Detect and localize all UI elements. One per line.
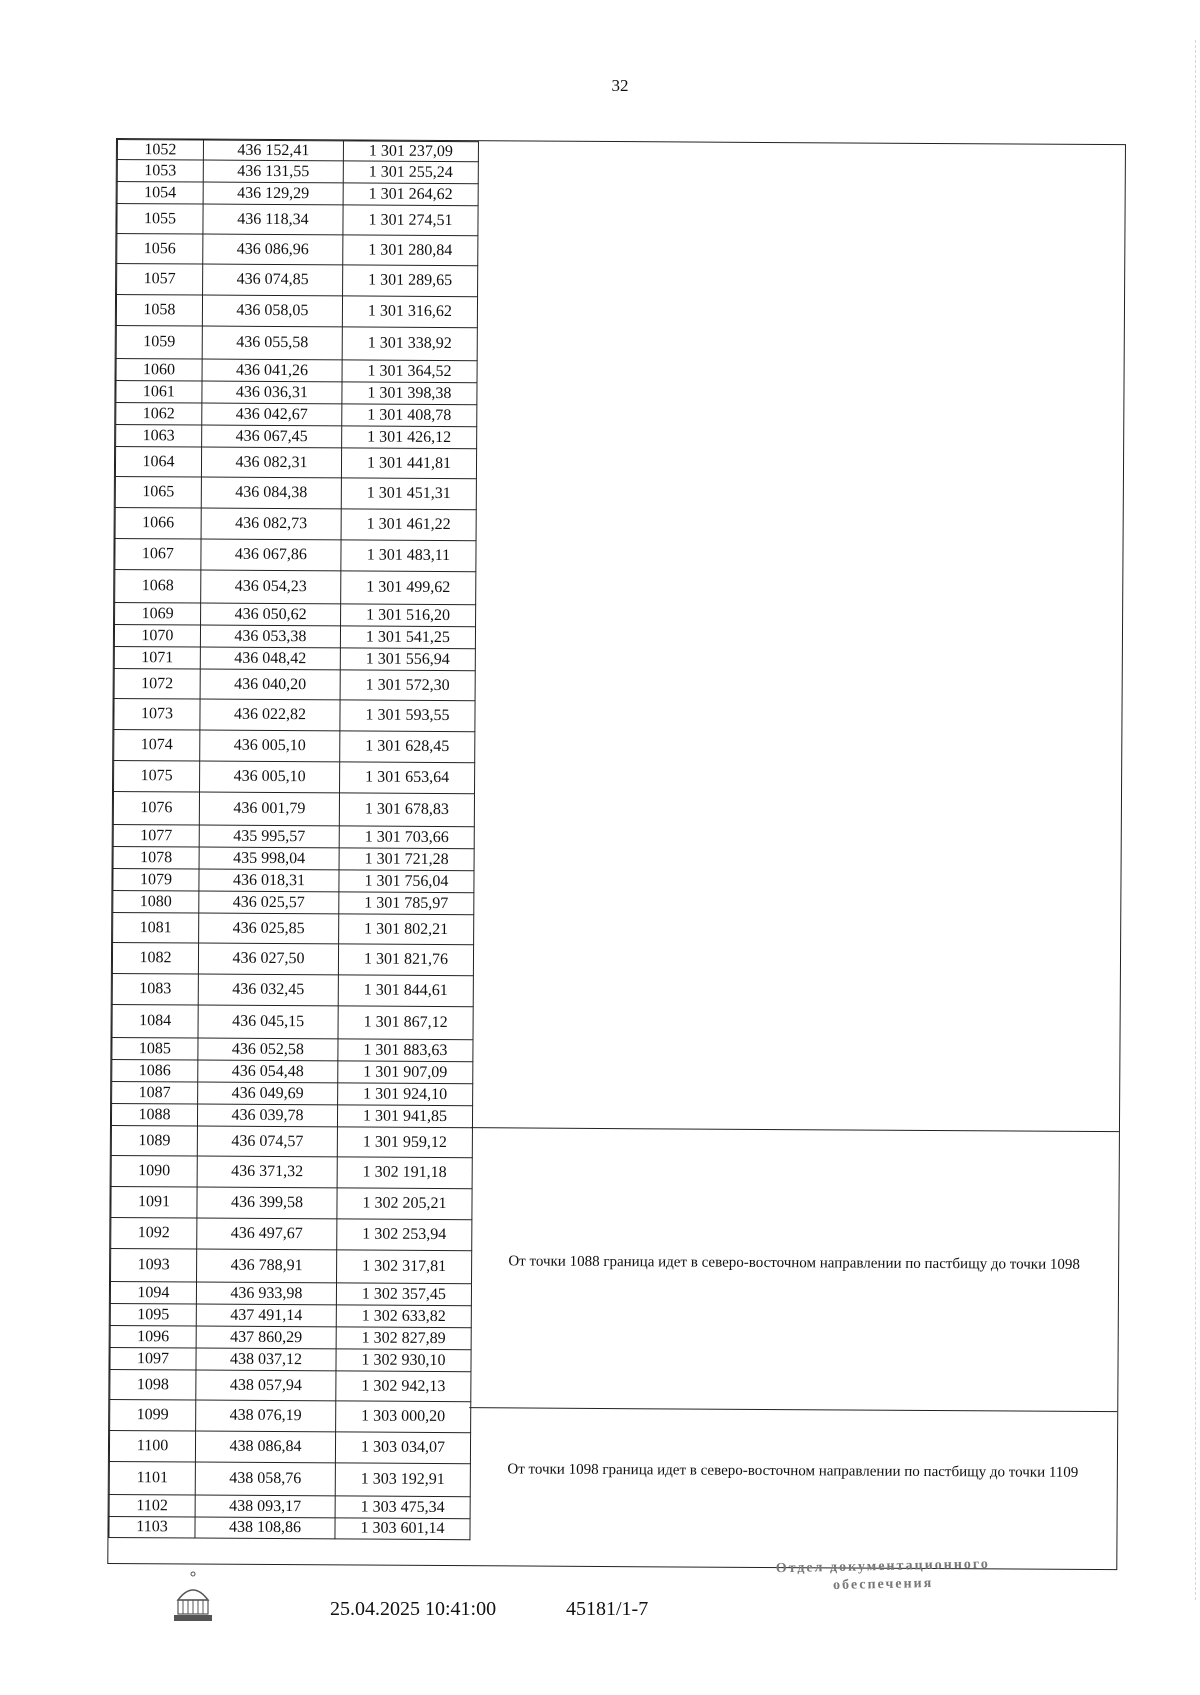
- table-row: [116, 295, 477, 328]
- y-coordinate-cell: 1 301 867,12: [338, 1006, 473, 1040]
- table-row: [109, 1494, 470, 1518]
- point-number-cell: 1098: [110, 1369, 196, 1400]
- x-coordinate-cell: 435 995,57: [199, 825, 339, 848]
- y-coordinate-cell: 1 302 317,81: [337, 1250, 472, 1284]
- table-row: [115, 539, 476, 572]
- y-coordinate-cell: 1 301 785,97: [339, 892, 474, 915]
- y-coordinate-cell: 1 303 034,07: [335, 1432, 470, 1464]
- table-row: [111, 1186, 472, 1219]
- point-number-cell: 1090: [111, 1155, 197, 1187]
- point-number-cell: 1082: [112, 942, 198, 974]
- table-row: [114, 698, 475, 731]
- y-coordinate-cell: 1 301 541,25: [340, 626, 475, 649]
- point-number-cell: 1058: [116, 295, 202, 327]
- point-number-cell: 1092: [111, 1217, 197, 1249]
- y-coordinate-cell: 1 301 721,28: [339, 848, 474, 871]
- point-number-cell: 1077: [113, 824, 199, 847]
- table-row: [115, 477, 476, 510]
- x-coordinate-cell: 436 399,58: [197, 1187, 337, 1219]
- table-row: [110, 1325, 471, 1349]
- table-row: [114, 625, 475, 649]
- emblem-icon: [168, 1570, 218, 1626]
- x-coordinate-cell: 436 086,96: [203, 234, 343, 265]
- table-row: [110, 1347, 471, 1371]
- y-coordinate-cell: 1 301 280,84: [343, 235, 478, 266]
- y-coordinate-cell: 1 303 000,20: [336, 1401, 471, 1433]
- footer-date: 25.04.2025 10:41:00: [330, 1598, 497, 1620]
- point-number-cell: 1057: [117, 264, 203, 296]
- table-row: [113, 890, 474, 914]
- x-coordinate-cell: 436 025,57: [199, 891, 339, 914]
- point-number-cell: 1080: [113, 890, 199, 913]
- point-number-cell: 1071: [114, 646, 200, 669]
- table-row: [116, 403, 477, 427]
- table-row: [111, 1155, 472, 1188]
- x-coordinate-cell: 436 074,85: [203, 264, 343, 296]
- table-row: [117, 234, 478, 266]
- x-coordinate-cell: 436 131,55: [203, 160, 343, 183]
- x-coordinate-cell: 436 036,31: [202, 381, 342, 404]
- table-row: [110, 1303, 471, 1327]
- x-coordinate-cell: 438 086,84: [195, 1431, 335, 1463]
- point-number-cell: 1083: [112, 973, 198, 1005]
- y-coordinate-cell: 1 301 461,22: [341, 509, 476, 541]
- stamp-line-1: Отдел документационного: [775, 1556, 990, 1577]
- table-row: [112, 942, 473, 975]
- point-number-cell: 1068: [115, 570, 201, 604]
- x-coordinate-cell: 438 076,19: [196, 1400, 336, 1432]
- x-coordinate-cell: 436 040,20: [200, 669, 340, 700]
- y-coordinate-cell: 1 301 653,64: [340, 762, 475, 794]
- x-coordinate-cell: 436 371,32: [197, 1156, 337, 1188]
- x-coordinate-cell: 436 025,85: [199, 913, 339, 944]
- y-coordinate-cell: 1 301 703,66: [339, 826, 474, 849]
- x-coordinate-cell: 436 152,41: [203, 140, 343, 161]
- y-coordinate-cell: 1 302 827,89: [336, 1327, 471, 1350]
- point-number-cell: 1052: [117, 140, 203, 161]
- table-row: [116, 381, 477, 405]
- table-row: [109, 1516, 470, 1539]
- table-row: [112, 973, 473, 1006]
- y-coordinate-cell: 1 301 408,78: [342, 404, 477, 427]
- x-coordinate-cell: 436 067,86: [201, 539, 341, 571]
- y-coordinate-cell: 1 301 556,94: [340, 648, 475, 671]
- description-block-3: [468, 1407, 1117, 1569]
- x-coordinate-cell: 436 050,62: [201, 603, 341, 626]
- description-block-2: [469, 1127, 1119, 1412]
- point-number-cell: 1055: [117, 204, 203, 235]
- x-coordinate-cell: 435 998,04: [199, 847, 339, 870]
- y-coordinate-cell: 1 301 821,76: [338, 944, 473, 976]
- point-number-cell: 1088: [111, 1103, 197, 1126]
- point-number-cell: 1056: [117, 234, 203, 265]
- table-row: [113, 824, 474, 848]
- y-coordinate-cell: 1 301 255,24: [343, 161, 478, 184]
- y-coordinate-cell: 1 301 264,62: [343, 183, 478, 206]
- x-coordinate-cell: 436 049,69: [198, 1082, 338, 1105]
- y-coordinate-cell: 1 302 357,45: [336, 1283, 471, 1306]
- page-number: 32: [611, 76, 629, 95]
- table-row: [111, 1217, 472, 1250]
- coordinates-table-body: [109, 140, 479, 1540]
- y-coordinate-cell: 1 301 451,31: [341, 478, 476, 510]
- table-row: [115, 508, 476, 541]
- point-number-cell: 1096: [110, 1325, 196, 1348]
- x-coordinate-cell: 438 057,94: [196, 1370, 336, 1401]
- y-coordinate-cell: 1 301 316,62: [342, 296, 477, 328]
- table-row: [112, 1004, 473, 1039]
- y-coordinate-cell: 1 301 483,11: [341, 540, 476, 572]
- table-row: [111, 1125, 472, 1157]
- point-number-cell: 1078: [113, 846, 199, 869]
- x-coordinate-cell: 436 048,42: [200, 647, 340, 670]
- point-number-cell: 1091: [111, 1186, 197, 1218]
- table-row: [109, 1430, 470, 1463]
- y-coordinate-cell: 1 302 633,82: [336, 1305, 471, 1328]
- description-text-3: От точки 1098 граница идет в северо-восточном направлении по пастбищу до точки 1109: [507, 1461, 1079, 1481]
- table-row: [114, 760, 475, 793]
- point-number-cell: 1065: [115, 477, 201, 509]
- x-coordinate-cell: 436 053,38: [200, 625, 340, 648]
- point-number-cell: 1075: [114, 760, 200, 792]
- y-coordinate-cell: 1 302 942,13: [336, 1371, 471, 1402]
- x-coordinate-cell: 436 005,10: [200, 761, 340, 793]
- table-row: [117, 140, 478, 162]
- x-coordinate-cell: 436 129,29: [203, 182, 343, 205]
- y-coordinate-cell: 1 301 516,20: [341, 604, 476, 627]
- x-coordinate-cell: 436 067,45: [202, 425, 342, 448]
- point-number-cell: 1067: [115, 539, 201, 571]
- point-number-cell: 1074: [114, 729, 200, 761]
- point-number-cell: 1095: [110, 1303, 196, 1326]
- table-row: [117, 160, 478, 184]
- point-number-cell: 1079: [113, 868, 199, 891]
- point-number-cell: 1094: [110, 1281, 196, 1304]
- y-coordinate-cell: 1 302 930,10: [336, 1349, 471, 1372]
- table-row: [111, 1248, 472, 1283]
- point-number-cell: 1054: [117, 182, 203, 205]
- x-coordinate-cell: 436 933,98: [196, 1282, 336, 1305]
- point-number-cell: 1102: [109, 1494, 195, 1517]
- stamp-line-2: обеспечения: [832, 1576, 934, 1594]
- table-row: [110, 1281, 471, 1305]
- table-row: [114, 729, 475, 762]
- y-coordinate-cell: 1 301 924,10: [338, 1083, 473, 1106]
- point-number-cell: 1087: [112, 1081, 198, 1104]
- table-row: [112, 1059, 473, 1083]
- y-coordinate-cell: 1 301 398,38: [342, 382, 477, 405]
- y-coordinate-cell: 1 302 191,18: [337, 1157, 472, 1189]
- description-text-1: [489, 141, 1113, 145]
- y-coordinate-cell: 1 303 192,91: [335, 1463, 470, 1497]
- table-row: [116, 425, 477, 449]
- footer-document-code: 45181/1-7: [566, 1598, 649, 1620]
- table-row: [116, 359, 477, 383]
- x-coordinate-cell: 436 001,79: [199, 792, 339, 826]
- point-number-cell: 1059: [116, 326, 202, 360]
- table-row: [110, 1369, 471, 1401]
- description-text-2: От точки 1088 граница идет в северо-восточном направлении по пастбищу до точки 1098: [508, 1253, 1080, 1273]
- x-coordinate-cell: 436 074,57: [197, 1126, 337, 1157]
- table-row: [111, 1103, 472, 1127]
- y-coordinate-cell: 1 301 678,83: [339, 793, 474, 827]
- x-coordinate-cell: 436 788,91: [197, 1249, 337, 1283]
- y-coordinate-cell: 1 301 844,61: [338, 975, 473, 1007]
- point-number-cell: 1070: [114, 625, 200, 648]
- y-coordinate-cell: 1 301 499,62: [341, 571, 476, 605]
- x-coordinate-cell: 436 054,48: [198, 1060, 338, 1083]
- x-coordinate-cell: 438 037,12: [196, 1348, 336, 1371]
- point-number-cell: 1097: [110, 1347, 196, 1370]
- point-number-cell: 1099: [110, 1399, 196, 1431]
- x-coordinate-cell: 436 041,26: [202, 359, 342, 382]
- table-row: [109, 1461, 470, 1496]
- y-coordinate-cell: 1 301 274,51: [343, 205, 478, 236]
- y-coordinate-cell: 1 301 941,85: [337, 1105, 472, 1128]
- point-number-cell: 1060: [116, 359, 202, 382]
- description-block-1: [471, 141, 1125, 1132]
- table-row: [114, 668, 475, 700]
- x-coordinate-cell: 436 082,31: [201, 447, 341, 478]
- x-coordinate-cell: 437 860,29: [196, 1326, 336, 1349]
- x-coordinate-cell: 437 491,14: [196, 1304, 336, 1327]
- x-coordinate-cell: 436 497,67: [197, 1218, 337, 1250]
- point-number-cell: 1085: [112, 1037, 198, 1060]
- x-coordinate-cell: 436 084,38: [201, 477, 341, 509]
- x-coordinate-cell: 436 045,15: [198, 1005, 338, 1039]
- y-coordinate-cell: 1 302 253,94: [337, 1219, 472, 1251]
- y-coordinate-cell: 1 303 475,34: [335, 1496, 470, 1519]
- point-number-cell: 1053: [117, 160, 203, 183]
- point-number-cell: 1100: [109, 1430, 195, 1462]
- table-row: [117, 204, 478, 236]
- x-coordinate-cell: 438 058,76: [195, 1462, 335, 1496]
- point-number-cell: 1061: [116, 381, 202, 404]
- point-number-cell: 1101: [109, 1461, 195, 1495]
- x-coordinate-cell: 436 039,78: [197, 1104, 337, 1127]
- y-coordinate-cell: 1 301 593,55: [340, 700, 475, 732]
- table-row: [110, 1399, 471, 1432]
- x-coordinate-cell: 436 058,05: [202, 295, 342, 327]
- y-coordinate-cell: 1 303 601,14: [335, 1518, 470, 1540]
- point-number-cell: 1076: [113, 791, 199, 825]
- point-number-cell: 1069: [115, 603, 201, 626]
- y-coordinate-cell: 1 301 959,12: [337, 1127, 472, 1158]
- point-number-cell: 1086: [112, 1059, 198, 1082]
- x-coordinate-cell: 436 042,67: [202, 403, 342, 426]
- y-coordinate-cell: 1 301 802,21: [339, 914, 474, 945]
- point-number-cell: 1062: [116, 403, 202, 426]
- coordinates-table-frame: [107, 138, 1126, 1570]
- x-coordinate-cell: 436 055,58: [202, 326, 342, 360]
- table-row: [115, 603, 476, 627]
- table-row: [117, 182, 478, 206]
- point-number-cell: 1064: [115, 447, 201, 478]
- table-row: [117, 264, 478, 297]
- table-row: [113, 846, 474, 870]
- table-row: [115, 570, 476, 605]
- y-coordinate-cell: 1 301 237,09: [343, 141, 478, 162]
- x-coordinate-cell: 436 118,34: [203, 204, 343, 235]
- table-row: [116, 326, 477, 361]
- x-coordinate-cell: 436 082,73: [201, 508, 341, 540]
- point-number-cell: 1072: [114, 668, 200, 699]
- x-coordinate-cell: 436 032,45: [198, 974, 338, 1006]
- y-coordinate-cell: 1 301 364,52: [342, 360, 477, 383]
- point-number-cell: 1089: [111, 1125, 197, 1156]
- point-number-cell: 1103: [109, 1516, 195, 1538]
- table-row: [114, 646, 475, 670]
- x-coordinate-cell: 436 005,10: [200, 730, 340, 762]
- scan-edge-marks: [1189, 40, 1196, 1600]
- x-coordinate-cell: 436 018,31: [199, 869, 339, 892]
- x-coordinate-cell: 436 054,23: [201, 570, 341, 604]
- point-number-cell: 1063: [116, 425, 202, 448]
- y-coordinate-cell: 1 301 883,63: [338, 1039, 473, 1062]
- y-coordinate-cell: 1 301 289,65: [343, 265, 478, 297]
- y-coordinate-cell: 1 301 572,30: [340, 670, 475, 701]
- x-coordinate-cell: 436 027,50: [198, 943, 338, 975]
- table-row: [113, 868, 474, 892]
- y-coordinate-cell: 1 302 205,21: [337, 1188, 472, 1220]
- y-coordinate-cell: 1 301 756,04: [339, 870, 474, 893]
- point-number-cell: 1081: [113, 912, 199, 943]
- table-row: [112, 1037, 473, 1061]
- y-coordinate-cell: 1 301 441,81: [341, 448, 476, 479]
- y-coordinate-cell: 1 301 907,09: [338, 1061, 473, 1084]
- table-row: [113, 912, 474, 944]
- y-coordinate-cell: 1 301 426,12: [342, 426, 477, 449]
- x-coordinate-cell: 438 108,86: [195, 1517, 335, 1539]
- point-number-cell: 1073: [114, 698, 200, 730]
- table-row: [112, 1081, 473, 1105]
- x-coordinate-cell: 438 093,17: [195, 1495, 335, 1518]
- coordinates-table: [108, 139, 479, 1540]
- table-row: [115, 447, 476, 479]
- x-coordinate-cell: 436 052,58: [198, 1038, 338, 1061]
- point-number-cell: 1066: [115, 508, 201, 540]
- y-coordinate-cell: 1 301 628,45: [340, 731, 475, 763]
- point-number-cell: 1093: [111, 1248, 197, 1282]
- department-stamp: [748, 1555, 1019, 1597]
- table-row: [113, 791, 474, 826]
- x-coordinate-cell: 436 022,82: [200, 699, 340, 731]
- point-number-cell: 1084: [112, 1004, 198, 1038]
- y-coordinate-cell: 1 301 338,92: [342, 327, 477, 361]
